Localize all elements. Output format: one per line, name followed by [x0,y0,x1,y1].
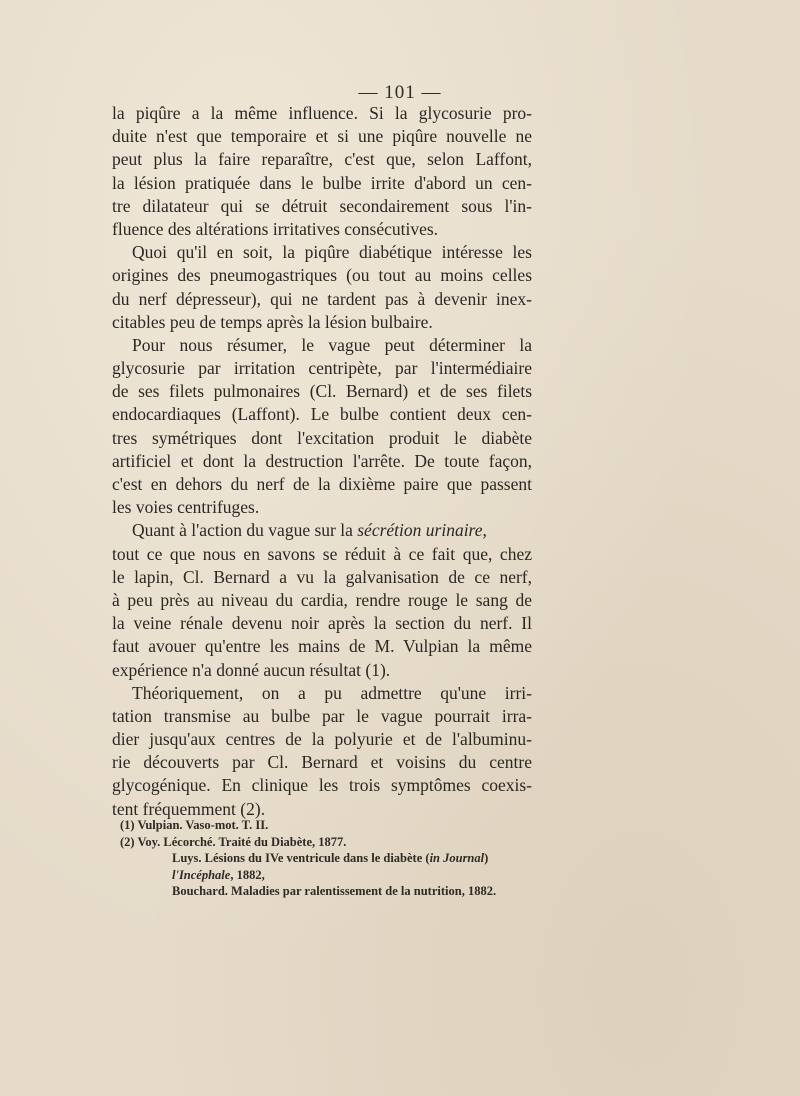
page-number: — 101 — [358,82,442,103]
body-text [112,102,532,821]
footnote [120,867,520,884]
text-line: tre dilatateur qui se détruit secondairement sous l'in- [112,195,532,216]
footnote [120,850,520,867]
text-line: tres symétriques dont l'excitation produit le diabète [112,427,532,448]
text-line: origines des pneumogastriques (ou tout au moins celles [112,265,532,286]
text-line: le lapin, Cl. Bernard a vu la galvanisation de ce nerf, [112,566,532,587]
footnote-italic: in Journal [429,851,485,866]
footnote: Bouchard. Maladies par ralentissement de la nutrition, 1882. [172,884,497,899]
text-line: c'est en dehors du nerf de la dixième paire que passent [112,474,532,494]
text-line: endocardiaques (Laffont). Le bulbe contient deux cen- [112,404,532,425]
footnote-segment: , 1882, [230,867,265,882]
footnote: (1) Vulpian. Vaso-mot. T. II. [120,818,269,832]
text-segment: Quant à l'action du vague sur la [132,520,353,541]
text-line: à peu près au niveau du cardia, rendre rouge le sang de [112,589,532,610]
text-line: la lésion pratiquée dans le bulbe irrite d'abord un cen- [112,172,532,193]
text-line: Théoriquement, on a pu admettre qu'une irri- [132,682,532,703]
text-line: expérience n'a donné aucun résultat (1). [112,659,391,680]
text-line: la piqûre a la même influence. Si la glycosurie pro- [112,103,532,123]
text-line: fluence des altérations irritatives consécutives. [112,218,439,239]
text-line: duite n'est que temporaire et si une piqûre nouvelle ne [112,126,532,147]
text-line: les voies centrifuges. [112,497,260,518]
text-line: tent fréquemment (2). [112,798,266,819]
text-line: la veine rénale devenu noir après la section du nerf. Il [112,613,532,634]
footnote-segment: ) [484,851,489,866]
text-line: tation transmise au bulbe par le vague pourrait irra- [112,705,532,726]
text-line: Pour nous résumer, le vague peut déterminer la [132,334,532,355]
text-line: rie découverts par Cl. Bernard et voisins du centre [112,752,532,773]
text-line: Quoi qu'il en soit, la piqûre diabétique intéresse les [132,242,532,263]
text-line: peut plus la faire reparaître, c'est que, selon Laffont, [112,149,532,170]
emphasis-text: sécrétion urinaire, [357,520,487,541]
text-line [112,519,532,542]
text-line: faut avouer qu'entre les mains de M. Vulpian la même [112,636,532,657]
footnotes [120,817,520,900]
text-line: artificiel et dont la destruction l'arrête. De toute façon, [112,450,532,471]
text-line: de ses filets pulmonaires (Cl. Bernard) et de ses filets [112,381,532,402]
text-line: citables peu de temps après la lésion bulbaire. [112,311,433,332]
text-line: du nerf dépresseur), qui ne tardent pas à devenir inex- [112,288,532,309]
footnote: (2) Voy. Lécorché. Traité du Diabète, 1877. [120,834,347,849]
footnote-segment: Luys. Lésions du IVe ventricule dans le diabète ( [172,851,430,866]
text-line: dier jusqu'aux centres de la polyurie et de l'albuminu- [112,729,532,750]
text-line: glycogénique. En clinique les trois symptômes coexis- [112,775,532,796]
text-line: glycosurie par irritation centripète, par l'intermédiaire [112,358,532,379]
text-line: tout ce que nous en savons se réduit à ce fait que, chez [112,543,532,564]
footnote-italic: l'Incéphale [172,867,231,882]
